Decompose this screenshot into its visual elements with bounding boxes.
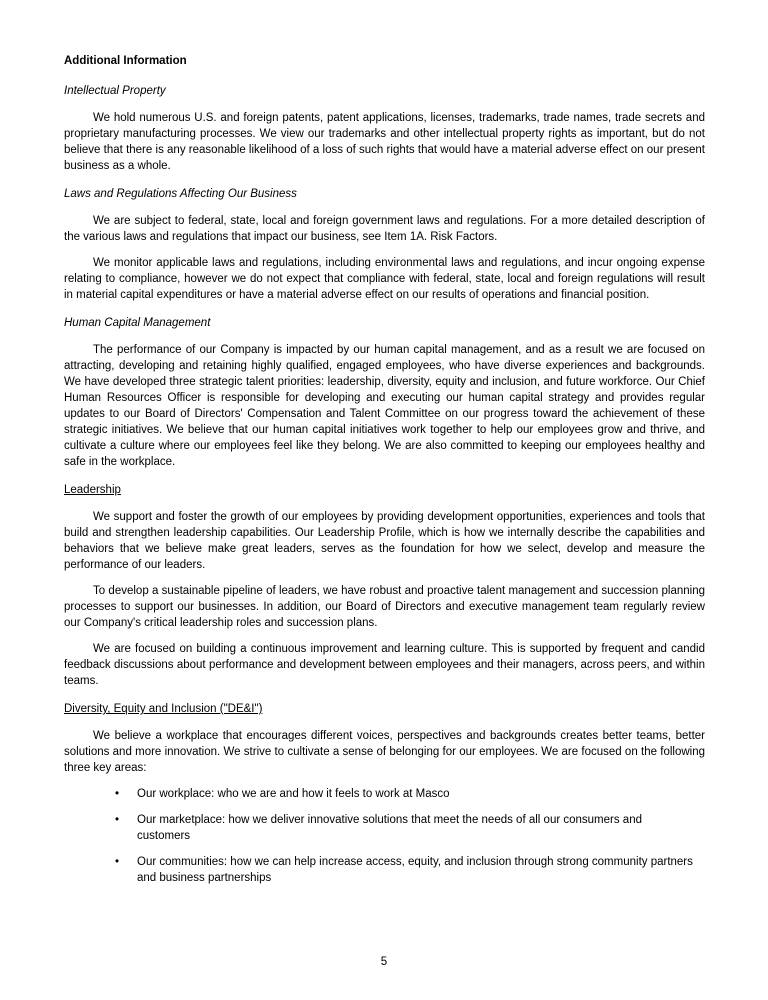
subheading-laws-and-regulations: Laws and Regulations Affecting Our Business (64, 188, 297, 200)
bullet-text-workplace: Our workplace: who we are and how it feels to work at Masco (137, 788, 450, 800)
subheading-human-capital-management: Human Capital Management (64, 317, 211, 329)
dei-bullet-list (64, 786, 705, 886)
subheading-dei: Diversity, Equity and Inclusion ("DE&I") (64, 703, 263, 715)
list-item-communities (115, 854, 705, 886)
subheading-intellectual-property: Intellectual Property (64, 85, 166, 97)
bullet-icon: • (115, 856, 120, 868)
paragraph-dei-1: We believe a workplace that encourages different voices, perspectives and backgrounds creates better teams, better solutions and more innovation. We strive to cultivate a sense of belonging for our employees. We are focused on the following three key areas: (64, 730, 705, 774)
paragraph-leadership-2: To develop a sustainable pipeline of leaders, we have robust and proactive talent management and succession planning processes to support our businesses. In addition, our Board of Directors and executive management team regularly review our Company's critical leadership roles and succession plans. (64, 585, 705, 629)
subheading-leadership: Leadership (64, 484, 121, 496)
list-item-marketplace (115, 812, 705, 844)
paragraph-leadership-3: We are focused on building a continuous improvement and learning culture. This is supported by frequent and candid feedback discussions about performance and development between employees and their managers, across peers, and within teams. (64, 643, 705, 687)
bullet-text-communities: Our communities: how we can help increase access, equity, and inclusion through strong community partners and business partnerships (137, 856, 693, 884)
paragraph-leadership-1: We support and foster the growth of our employees by providing development opportunities, experiences and tools that build and strengthen leadership capabilities. Our Leadership Profile, which is how we internally describe the capabilities and behaviors that we believe make great leaders, serves as the foundation for how we select, develop and measure the performance of our leaders. (64, 511, 705, 571)
paragraph-laws-1: We are subject to federal, state, local and foreign government laws and regulations. For a more detailed description of the various laws and regulations that impact our business, see Item 1A. Risk Factors. (64, 215, 705, 243)
page-number: 5 (380, 956, 388, 968)
paragraph-intellectual-property-1: We hold numerous U.S. and foreign patents, patent applications, licenses, trademarks, trade names, trade secrets and proprietary manufacturing processes. We view our trademarks and other intellectual property rights as important, but do not believe that there is any reasonable likelihood of a loss of such rights that would have a material adverse effect on our present business as a whole. (64, 112, 705, 172)
bullet-text-marketplace: Our marketplace: how we deliver innovative solutions that meet the needs of all our consumers and customers (137, 814, 642, 842)
list-item-workplace (115, 786, 705, 802)
paragraph-human-capital-1: The performance of our Company is impacted by our human capital management, and as a result we are focused on attracting, developing and retaining highly qualified, engaged employees, who have diverse experiences and backgrounds. We have developed three strategic talent priorities: leadership, diversity, equity and inclusion, and future workforce. Our Chief Human Resources Officer is responsible for developing and executing our human capital strategy and provides regular updates to our Board of Directors' Compensation and Talent Committee on our progress toward the achievement of these strategic initiatives. We believe that our human capital initiatives work together to help our employees grow and thrive, and cultivate a culture where our employees feel like they belong. We are also committed to keeping our employees healthy and safe in the workplace. (64, 344, 705, 468)
bullet-icon: • (115, 814, 120, 826)
section-heading-additional-information: Additional Information (64, 55, 187, 67)
bullet-icon: • (115, 788, 120, 800)
paragraph-laws-2: We monitor applicable laws and regulations, including environmental laws and regulations, and incur ongoing expense relating to compliance, however we do not expect that compliance with federal, state, local and foreign regulations will result in material capital expenditures or have a material adverse effect on our results of operations and financial position. (64, 257, 705, 301)
